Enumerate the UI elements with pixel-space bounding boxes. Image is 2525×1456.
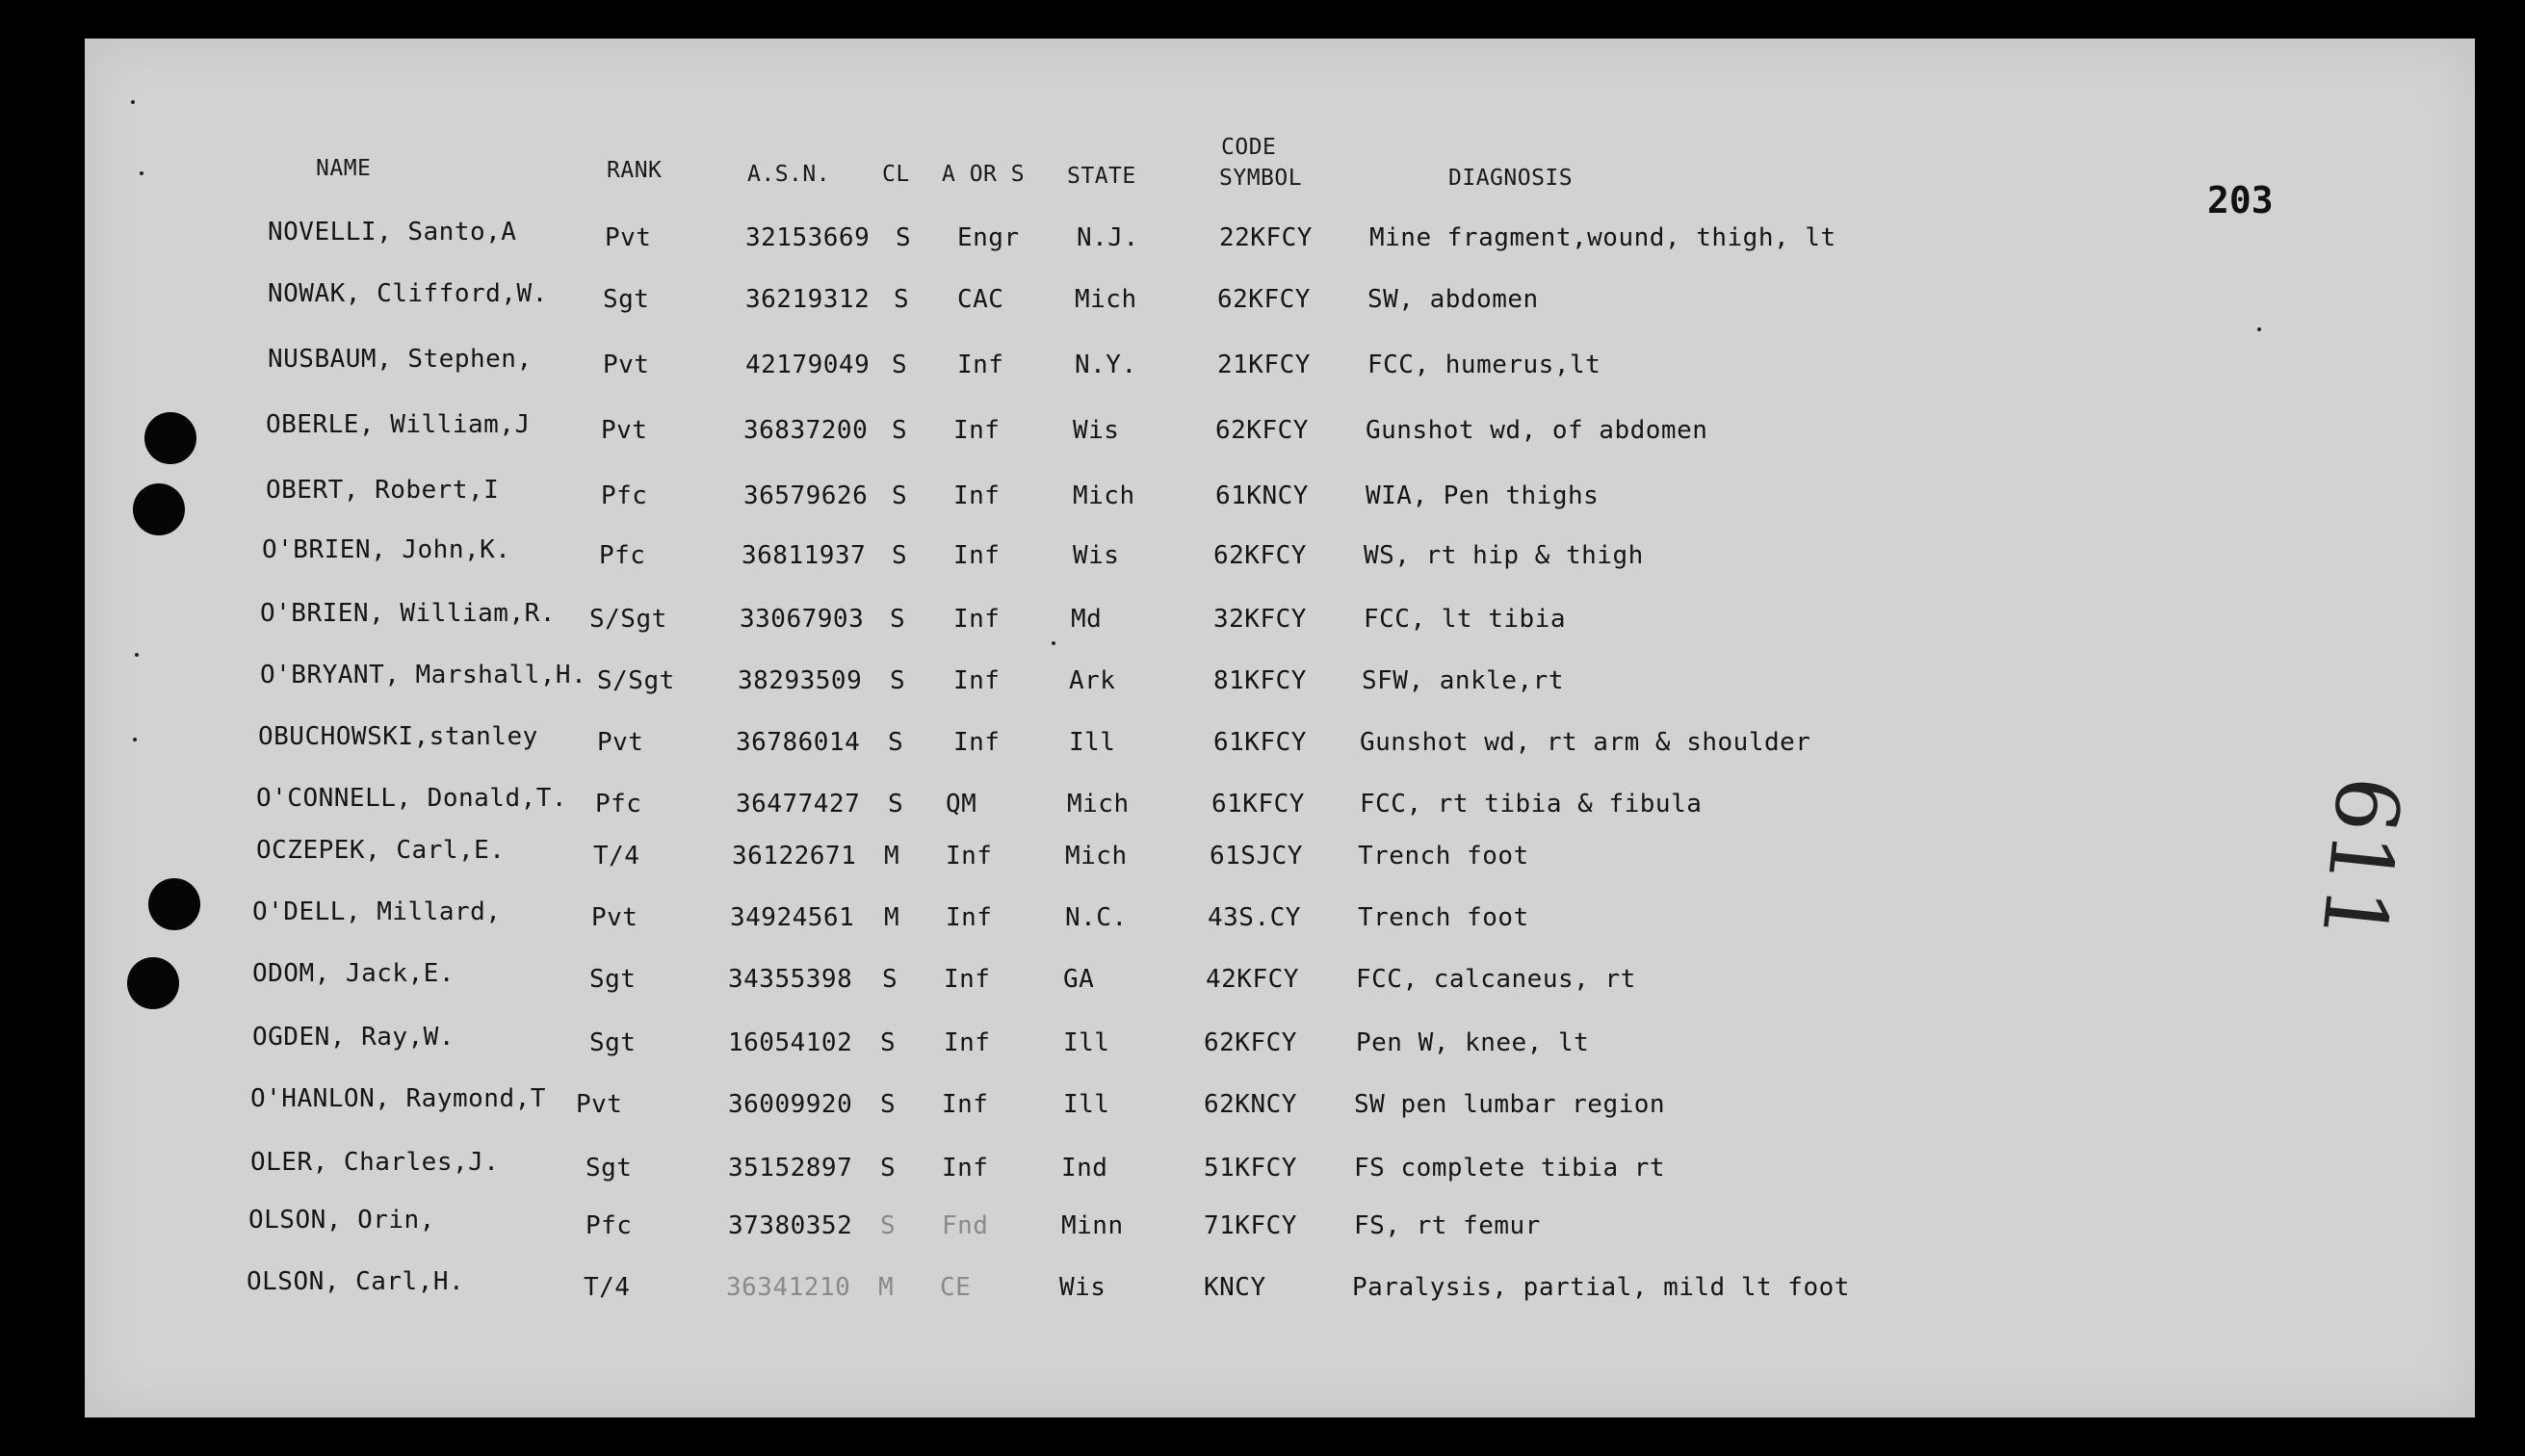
cell-cl: S [880, 1211, 897, 1240]
cell-diagnosis: Mine fragment,wound, thigh, lt [1369, 223, 1836, 252]
cell-state: Mich [1065, 842, 1128, 871]
cell-rank: Pfc [586, 1211, 633, 1240]
cell-diagnosis: Trench foot [1358, 903, 1529, 932]
cell-state: Mich [1075, 285, 1137, 314]
cell-a-or-s: Inf [957, 351, 1004, 379]
cell-asn: 36122671 [732, 842, 857, 871]
cell-diagnosis: SW pen lumbar region [1354, 1090, 1666, 1119]
cell-asn: 36219312 [745, 285, 871, 314]
cell-asn: 34924561 [730, 903, 855, 932]
cell-code: 81KFCY [1213, 666, 1307, 695]
cell-code: 62KFCY [1204, 1028, 1297, 1057]
cell-diagnosis: Paralysis, partial, mild lt foot [1352, 1273, 1850, 1302]
header-rank: RANK [607, 158, 663, 183]
cell-asn: 36477427 [736, 790, 861, 819]
cell-cl: S [888, 728, 904, 757]
cell-asn: 42179049 [745, 351, 871, 379]
cell-state: Wis [1073, 416, 1120, 445]
speck [140, 171, 143, 175]
page-number: 203 [2207, 179, 2274, 221]
cell-a-or-s: Inf [953, 728, 1001, 757]
cell-code: 43S.CY [1208, 903, 1301, 932]
cell-a-or-s: Inf [944, 1028, 991, 1057]
cell-code: 71KFCY [1204, 1211, 1297, 1240]
cell-code: 62KFCY [1215, 416, 1309, 445]
cell-asn: 36009920 [728, 1090, 853, 1119]
cell-code: 62KNCY [1204, 1090, 1297, 1119]
cell-asn: 35152897 [728, 1154, 853, 1183]
cell-a-or-s: Inf [953, 605, 1001, 634]
cell-name: NOVELLI, Santo,A [268, 218, 517, 247]
cell-a-or-s: Inf [944, 965, 991, 994]
cell-cl: S [892, 416, 908, 445]
punch-hole [127, 957, 179, 1009]
cell-code: 61KNCY [1215, 481, 1309, 510]
cell-diagnosis: SW, abdomen [1367, 285, 1539, 314]
header-cl: CL [882, 162, 910, 187]
cell-rank: Sgt [589, 965, 637, 994]
cell-name: OBERT, Robert,I [266, 476, 500, 505]
cell-name: NOWAK, Clifford,W. [268, 279, 548, 308]
cell-cl: S [890, 605, 906, 634]
cell-rank: T/4 [584, 1273, 631, 1302]
cell-rank: Pvt [605, 223, 652, 252]
cell-diagnosis: FCC, calcaneus, rt [1356, 965, 1636, 994]
cell-a-or-s: Inf [953, 416, 1001, 445]
header-name: NAME [316, 156, 372, 181]
cell-rank: T/4 [593, 842, 640, 871]
punch-hole [144, 412, 196, 464]
cell-name: OGDEN, Ray,W. [252, 1023, 455, 1052]
cell-diagnosis: Gunshot wd, rt arm & shoulder [1360, 728, 1811, 757]
header-diagnosis: DIAGNOSIS [1448, 166, 1574, 191]
cell-rank: Sgt [603, 285, 650, 314]
cell-a-or-s: QM [946, 790, 977, 819]
cell-name: NUSBAUM, Stephen, [268, 345, 533, 374]
cell-asn: 32153669 [745, 223, 871, 252]
cell-state: N.J. [1077, 223, 1139, 252]
cell-a-or-s: Inf [946, 903, 993, 932]
cell-a-or-s: Inf [942, 1154, 989, 1183]
cell-code: 61KFCY [1213, 728, 1307, 757]
speck [2257, 327, 2261, 331]
cell-code: 51KFCY [1204, 1154, 1297, 1183]
cell-name: OBERLE, William,J [266, 410, 531, 439]
cell-state: N.Y. [1075, 351, 1137, 379]
cell-code: 61KFCY [1211, 790, 1305, 819]
cell-state: Md [1071, 605, 1103, 634]
cell-a-or-s: Inf [953, 541, 1001, 570]
cell-asn: 36837200 [743, 416, 869, 445]
cell-asn: 36341210 [726, 1273, 851, 1302]
header-state: STATE [1067, 164, 1136, 189]
cell-cl: S [888, 790, 904, 819]
cell-name: OLSON, Carl,H. [247, 1267, 465, 1296]
cell-code: 61SJCY [1210, 842, 1303, 871]
cell-name: O'BRIEN, John,K. [262, 535, 511, 564]
cell-rank: Sgt [586, 1154, 633, 1183]
cell-cl: S [894, 285, 910, 314]
cell-diagnosis: FS complete tibia rt [1354, 1154, 1666, 1183]
cell-diagnosis: FS, rt femur [1354, 1211, 1541, 1240]
cell-cl: S [892, 541, 908, 570]
cell-state: Ill [1063, 1028, 1110, 1057]
cell-cl: S [882, 965, 898, 994]
cell-a-or-s: CAC [957, 285, 1004, 314]
speck [131, 100, 135, 104]
cell-diagnosis: Trench foot [1358, 842, 1529, 871]
cell-state: Mich [1067, 790, 1130, 819]
header-asn: A.S.N. [747, 162, 831, 187]
cell-cl: M [884, 842, 900, 871]
cell-asn: 37380352 [728, 1211, 853, 1240]
cell-name: ODOM, Jack,E. [252, 959, 455, 988]
cell-code: 62KFCY [1217, 285, 1311, 314]
cell-code: KNCY [1204, 1273, 1266, 1302]
cell-asn: 16054102 [728, 1028, 853, 1057]
speck [135, 653, 139, 657]
cell-a-or-s: Inf [946, 842, 993, 871]
punch-hole [148, 878, 200, 930]
cell-cl: S [892, 481, 908, 510]
cell-diagnosis: SFW, ankle,rt [1362, 666, 1564, 695]
cell-state: Ill [1063, 1090, 1110, 1119]
cell-cl: S [896, 223, 912, 252]
cell-asn: 33067903 [740, 605, 865, 634]
header-symbol: SYMBOL [1219, 166, 1303, 191]
cell-a-or-s: Inf [953, 666, 1001, 695]
cell-code: 42KFCY [1206, 965, 1299, 994]
cell-code: 62KFCY [1213, 541, 1307, 570]
cell-rank: S/Sgt [597, 666, 675, 695]
cell-state: N.C. [1065, 903, 1128, 932]
cell-cl: S [880, 1090, 897, 1119]
header-a-or-s: A OR S [942, 162, 1026, 187]
cell-diagnosis: WIA, Pen thighs [1366, 481, 1600, 510]
cell-diagnosis: Gunshot wd, of abdomen [1366, 416, 1708, 445]
cell-asn: 36786014 [736, 728, 861, 757]
cell-asn: 36811937 [742, 541, 867, 570]
cell-code: 22KFCY [1219, 223, 1313, 252]
cell-a-or-s: CE [940, 1273, 972, 1302]
cell-name: OBUCHOWSKI,stanley [258, 722, 538, 751]
cell-code: 21KFCY [1217, 351, 1311, 379]
cell-state: GA [1063, 965, 1095, 994]
cell-rank: Pfc [595, 790, 642, 819]
cell-a-or-s: Inf [942, 1090, 989, 1119]
cell-state: Wis [1073, 541, 1120, 570]
cell-name: OCZEPEK, Carl,E. [256, 836, 506, 865]
cell-asn: 34355398 [728, 965, 853, 994]
cell-cl: S [880, 1028, 897, 1057]
cell-cl: S [880, 1154, 897, 1183]
punch-hole [133, 483, 185, 535]
cell-diagnosis: WS, rt hip & thigh [1364, 541, 1644, 570]
cell-asn: 38293509 [738, 666, 863, 695]
cell-name: OLSON, Orin, [248, 1206, 435, 1235]
cell-a-or-s: Inf [953, 481, 1001, 510]
cell-rank: Pvt [591, 903, 638, 932]
cell-rank: Pvt [603, 351, 650, 379]
cell-state: Minn [1061, 1211, 1124, 1240]
cell-name: O'BRYANT, Marshall,H. [260, 661, 587, 689]
cell-state: Ark [1069, 666, 1116, 695]
cell-name: O'HANLON, Raymond,T [250, 1084, 546, 1113]
cell-diagnosis: FCC, rt tibia & fibula [1360, 790, 1703, 819]
cell-state: Ill [1069, 728, 1116, 757]
cell-name: O'CONNELL, Donald,T. [256, 784, 568, 813]
cell-cl: M [878, 1273, 895, 1302]
cell-cl: S [892, 351, 908, 379]
cell-rank: Pfc [601, 481, 648, 510]
cell-a-or-s: Fnd [942, 1211, 989, 1240]
cell-rank: Pfc [599, 541, 646, 570]
handwritten-note: 611 [2301, 771, 2420, 948]
speck [1052, 641, 1055, 645]
speck [133, 738, 137, 741]
cell-asn: 36579626 [743, 481, 869, 510]
cell-rank: Pvt [597, 728, 644, 757]
cell-diagnosis: Pen W, knee, lt [1356, 1028, 1590, 1057]
cell-name: O'DELL, Millard, [252, 897, 502, 926]
cell-state: Wis [1059, 1273, 1106, 1302]
cell-diagnosis: FCC, humerus,lt [1367, 351, 1601, 379]
cell-rank: Sgt [589, 1028, 637, 1057]
header-code: CODE [1221, 135, 1277, 160]
cell-state: Ind [1061, 1154, 1108, 1183]
cell-rank: Pvt [601, 416, 648, 445]
cell-rank: S/Sgt [589, 605, 667, 634]
cell-name: O'BRIEN, William,R. [260, 599, 556, 628]
cell-cl: M [884, 903, 900, 932]
cell-code: 32KFCY [1213, 605, 1307, 634]
cell-state: Mich [1073, 481, 1135, 510]
cell-a-or-s: Engr [957, 223, 1020, 252]
cell-rank: Pvt [576, 1090, 623, 1119]
cell-name: OLER, Charles,J. [250, 1148, 500, 1177]
cell-diagnosis: FCC, lt tibia [1364, 605, 1566, 634]
cell-cl: S [890, 666, 906, 695]
